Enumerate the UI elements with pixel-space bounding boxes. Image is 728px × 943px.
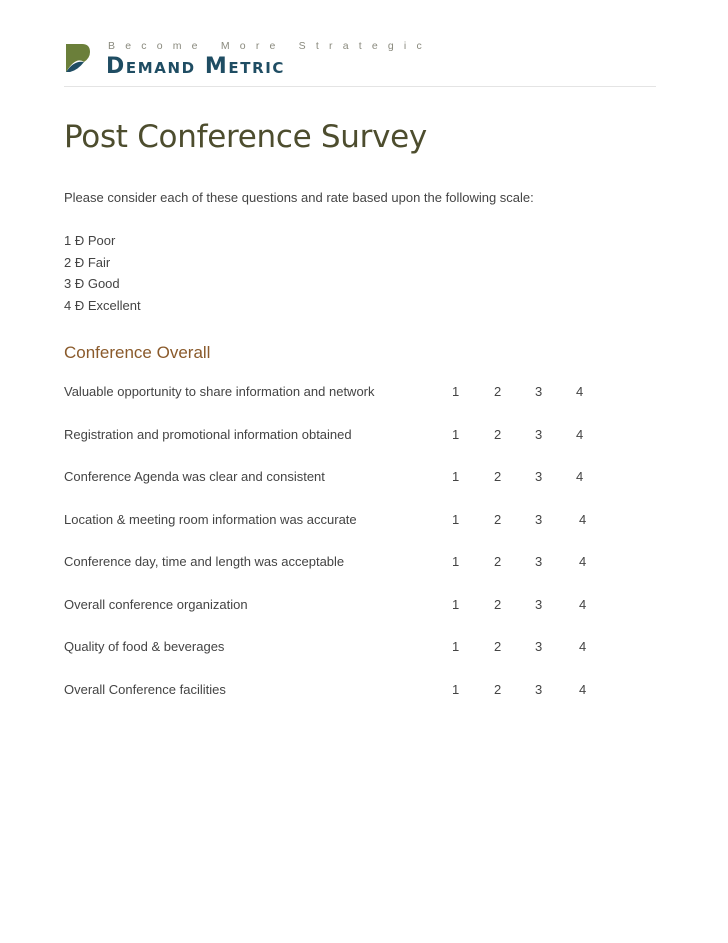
rating-option-3[interactable]: 3 <box>535 511 543 527</box>
rating-option-2[interactable]: 2 <box>494 681 502 697</box>
scale-item-excellent: 4 Ð Excellent <box>64 297 141 313</box>
brand-tagline: Become More Strategic <box>108 40 432 52</box>
question-text: Overall Conference facilities <box>64 681 226 697</box>
question-text: Conference day, time and length was acceptable <box>64 554 345 569</box>
scale-item-poor: 1 Ð Poor <box>64 233 116 248</box>
question-row <box>64 512 624 555</box>
question-text: Valuable opportunity to share information and network <box>64 384 375 399</box>
rating-option-4[interactable]: 4 <box>579 681 587 697</box>
question-row <box>64 469 624 512</box>
rating-option-3[interactable]: 3 <box>535 596 543 612</box>
rating-option-4[interactable]: 4 <box>576 384 584 399</box>
rating-option-4[interactable]: 4 <box>579 639 587 654</box>
rating-option-3[interactable]: 3 <box>535 469 543 484</box>
rating-option-4[interactable]: 4 <box>579 596 587 612</box>
rating-option-4[interactable]: 4 <box>579 554 587 569</box>
rating-option-4[interactable]: 4 <box>579 511 587 527</box>
rating-option-3[interactable]: 3 <box>535 384 543 399</box>
section-heading: Conference Overall <box>64 343 211 362</box>
question-text: Quality of food & beverages <box>64 639 225 654</box>
intro-text: Please consider each of these questions and rate based upon the following scale: <box>64 190 534 205</box>
scale-item-fair: 2 Ð Fair <box>64 254 111 270</box>
question-row <box>64 554 624 597</box>
rating-option-1[interactable]: 1 <box>452 384 460 399</box>
rating-option-1[interactable]: 1 <box>452 681 460 697</box>
page-title: Post Conference Survey <box>64 119 427 155</box>
question-text: Registration and promotional information obtained <box>64 426 352 442</box>
rating-option-3[interactable]: 3 <box>535 639 543 654</box>
rating-option-2[interactable]: 2 <box>494 554 502 569</box>
rating-option-1[interactable]: 1 <box>452 511 460 527</box>
question-row <box>64 682 624 725</box>
question-text: Conference Agenda was clear and consistent <box>64 469 325 484</box>
rating-option-2[interactable]: 2 <box>494 596 502 612</box>
question-list <box>64 384 624 724</box>
rating-option-1[interactable]: 1 <box>452 469 460 484</box>
question-row <box>64 427 624 470</box>
header-divider <box>64 86 656 87</box>
rating-option-3[interactable]: 3 <box>535 554 543 569</box>
question-row <box>64 597 624 640</box>
rating-option-4[interactable]: 4 <box>576 469 584 484</box>
rating-option-3[interactable]: 3 <box>535 681 543 697</box>
rating-option-2[interactable]: 2 <box>494 469 502 484</box>
rating-option-2[interactable]: 2 <box>494 384 502 399</box>
logo-icon <box>64 42 92 74</box>
rating-option-2[interactable]: 2 <box>494 639 502 654</box>
question-row <box>64 639 624 682</box>
rating-option-3[interactable]: 3 <box>535 426 543 442</box>
rating-option-2[interactable]: 2 <box>494 511 502 527</box>
question-text: Overall conference organization <box>64 596 248 612</box>
rating-option-2[interactable]: 2 <box>494 426 502 442</box>
question-row <box>64 384 624 427</box>
brand-name: Demand Metric <box>106 54 286 79</box>
rating-option-1[interactable]: 1 <box>452 554 460 569</box>
rating-option-1[interactable]: 1 <box>452 596 460 612</box>
scale-item-good: 3 Ð Good <box>64 276 120 291</box>
rating-option-1[interactable]: 1 <box>452 639 460 654</box>
question-text: Location & meeting room information was accurate <box>64 511 357 527</box>
rating-option-4[interactable]: 4 <box>576 426 584 442</box>
rating-scale <box>64 233 141 319</box>
rating-option-1[interactable]: 1 <box>452 426 460 442</box>
